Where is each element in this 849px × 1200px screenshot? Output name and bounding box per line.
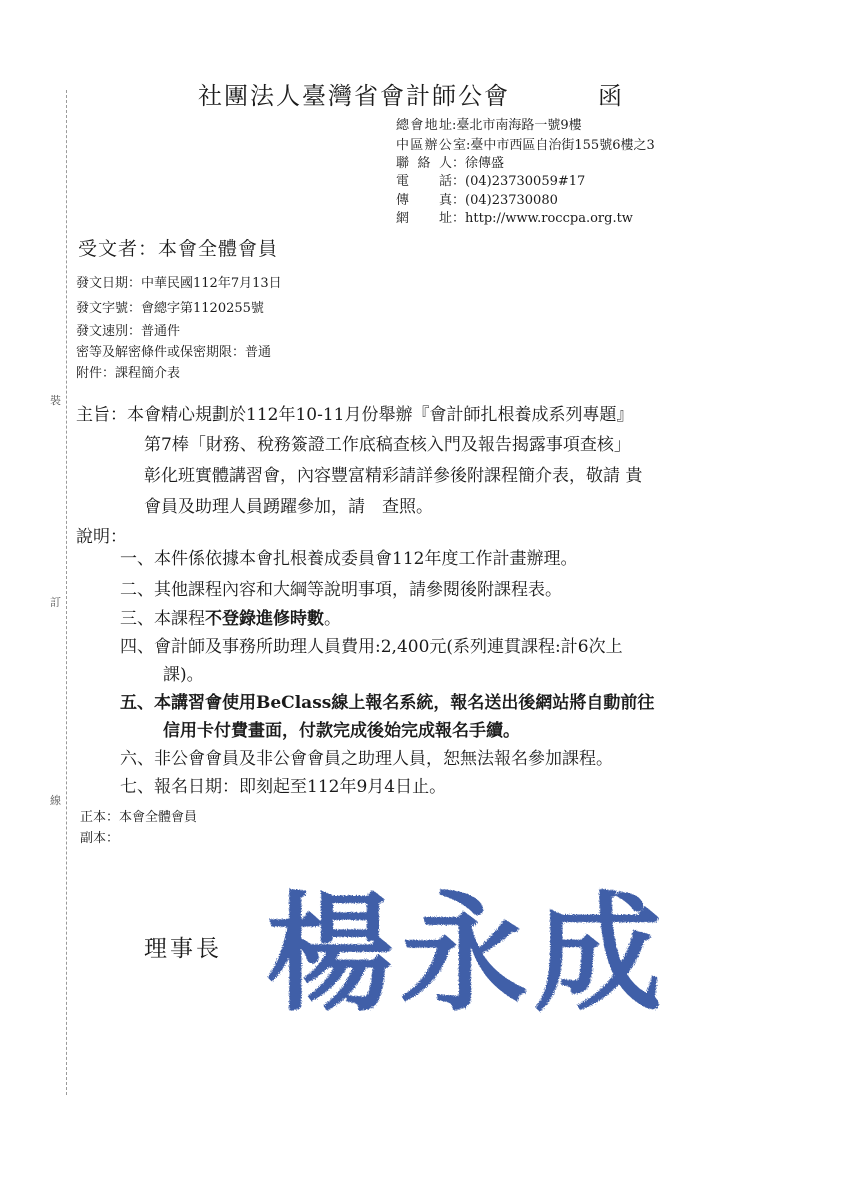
contact-row: 聯絡人：徐傳盛 (396, 152, 504, 171)
binding-mark: 裝 (50, 394, 61, 407)
explanation-item (120, 575, 562, 600)
contact-value: (04)23730080 (465, 193, 558, 208)
document-type: 函 (598, 82, 622, 110)
explanation-item (120, 688, 654, 713)
item-number: 二、 (120, 580, 154, 600)
item-number: 一、 (120, 549, 154, 569)
subject-line: 會員及助理人員踴躍參加，請 查照。 (144, 497, 433, 517)
contact-label: 傳真 (396, 193, 452, 208)
contact-label: 聯絡人 (396, 156, 452, 171)
item-number: 五、 (120, 693, 154, 713)
attachment: 附件：課程簡介表 (76, 366, 181, 381)
item-text: 報名日期：即刻起至112年9月4日止。 (154, 777, 447, 797)
item-text: 本講習會使用BeClass線上報名系統，報名送出後網站將自動前往 (154, 693, 655, 713)
contact-row: 傳真：(04)23730080 (396, 189, 558, 208)
signature-name: 楊永成 (266, 879, 669, 1029)
item-number: 四、 (120, 637, 154, 657)
item-text: 本課程 (154, 609, 205, 629)
contact-row: 中區辦公室:臺中市西區自治街155號6樓之3 (396, 134, 655, 153)
organization-title: 社團法人臺灣省會計師公會 (198, 82, 510, 110)
item-emphasis: 不登錄進修時數 (205, 609, 324, 629)
item-number: 三、 (120, 609, 154, 629)
item-continuation: 信用卡付費畫面，付款完成後始完成報名手續。 (163, 721, 520, 741)
chairman-title: 理事長 (144, 936, 222, 962)
subject-line: 彰化班實體講習會，內容豐富精彩請詳參後附課程簡介表，敬請 貴 (144, 466, 643, 486)
subject-line: 第7棒「財務、稅務簽證工作底稿查核入門及報告揭露事項查核」 (144, 435, 631, 455)
contact-value: (04)23730059#17 (465, 174, 586, 189)
delivery-speed: 發文速別：普通件 (76, 324, 181, 339)
explanation-item (120, 744, 613, 769)
contact-value: 臺中市西區自治街155號6樓之3 (470, 138, 655, 153)
contact-row: 總會地址:臺北市南海路一號9樓 (396, 114, 582, 133)
item-text: 。 (324, 609, 341, 629)
contact-row: 網址：http://www.roccpa.org.tw (396, 207, 633, 226)
subject-lead: 主旨：本會精心規劃於112年10-11月份舉辦『會計師扎根養成系列專題』 (76, 405, 634, 425)
item-text: 非公會會員及非公會會員之助理人員，恕無法報名參加課程。 (154, 749, 613, 769)
primary-recipients: 正本：本會全體會員 (80, 810, 198, 825)
contact-label: 電話 (396, 174, 452, 189)
recipient: 受文者：本會全體會員 (78, 238, 279, 260)
explanation-item (120, 772, 446, 797)
website-value: http://www.roccpa.org.tw (465, 211, 633, 226)
contact-row: 電話：(04)23730059#17 (396, 170, 585, 189)
carbon-copy: 副本： (80, 831, 120, 846)
binding-mark: 線 (50, 794, 61, 807)
issue-date: 發文日期：中華民國112年7月13日 (76, 276, 282, 291)
contact-label: 中區辦公室 (396, 138, 466, 153)
binding-mark: 訂 (50, 596, 61, 609)
signature-stamp (262, 860, 682, 1030)
item-number: 六、 (120, 749, 154, 769)
contact-value: 臺北市南海路一號9樓 (456, 118, 582, 133)
contact-label: 網址 (396, 211, 452, 226)
explanation-item (120, 604, 341, 629)
item-text: 其他課程內容和大綱等說明事項，請參閱後附課程表。 (154, 580, 562, 600)
document-number: 發文字號：會總字第1120255號 (76, 301, 264, 316)
explanation-item (120, 544, 577, 569)
contact-value: 徐傳盛 (465, 156, 505, 171)
item-number: 七、 (120, 777, 154, 797)
binding-line (66, 90, 67, 1095)
security-level: 密等及解密條件或保密期限：普通 (76, 345, 272, 360)
item-text: 會計師及事務所助理人員費用:2,400元(系列連貫課程:計6次上 (154, 637, 623, 657)
contact-label: 總會地址 (396, 118, 452, 133)
explanation-heading: 說明： (76, 527, 127, 547)
item-text: 本件係依據本會扎根養成委員會112年度工作計畫辦理。 (154, 549, 578, 569)
item-continuation: 課)。 (163, 665, 204, 685)
explanation-item (120, 632, 623, 657)
